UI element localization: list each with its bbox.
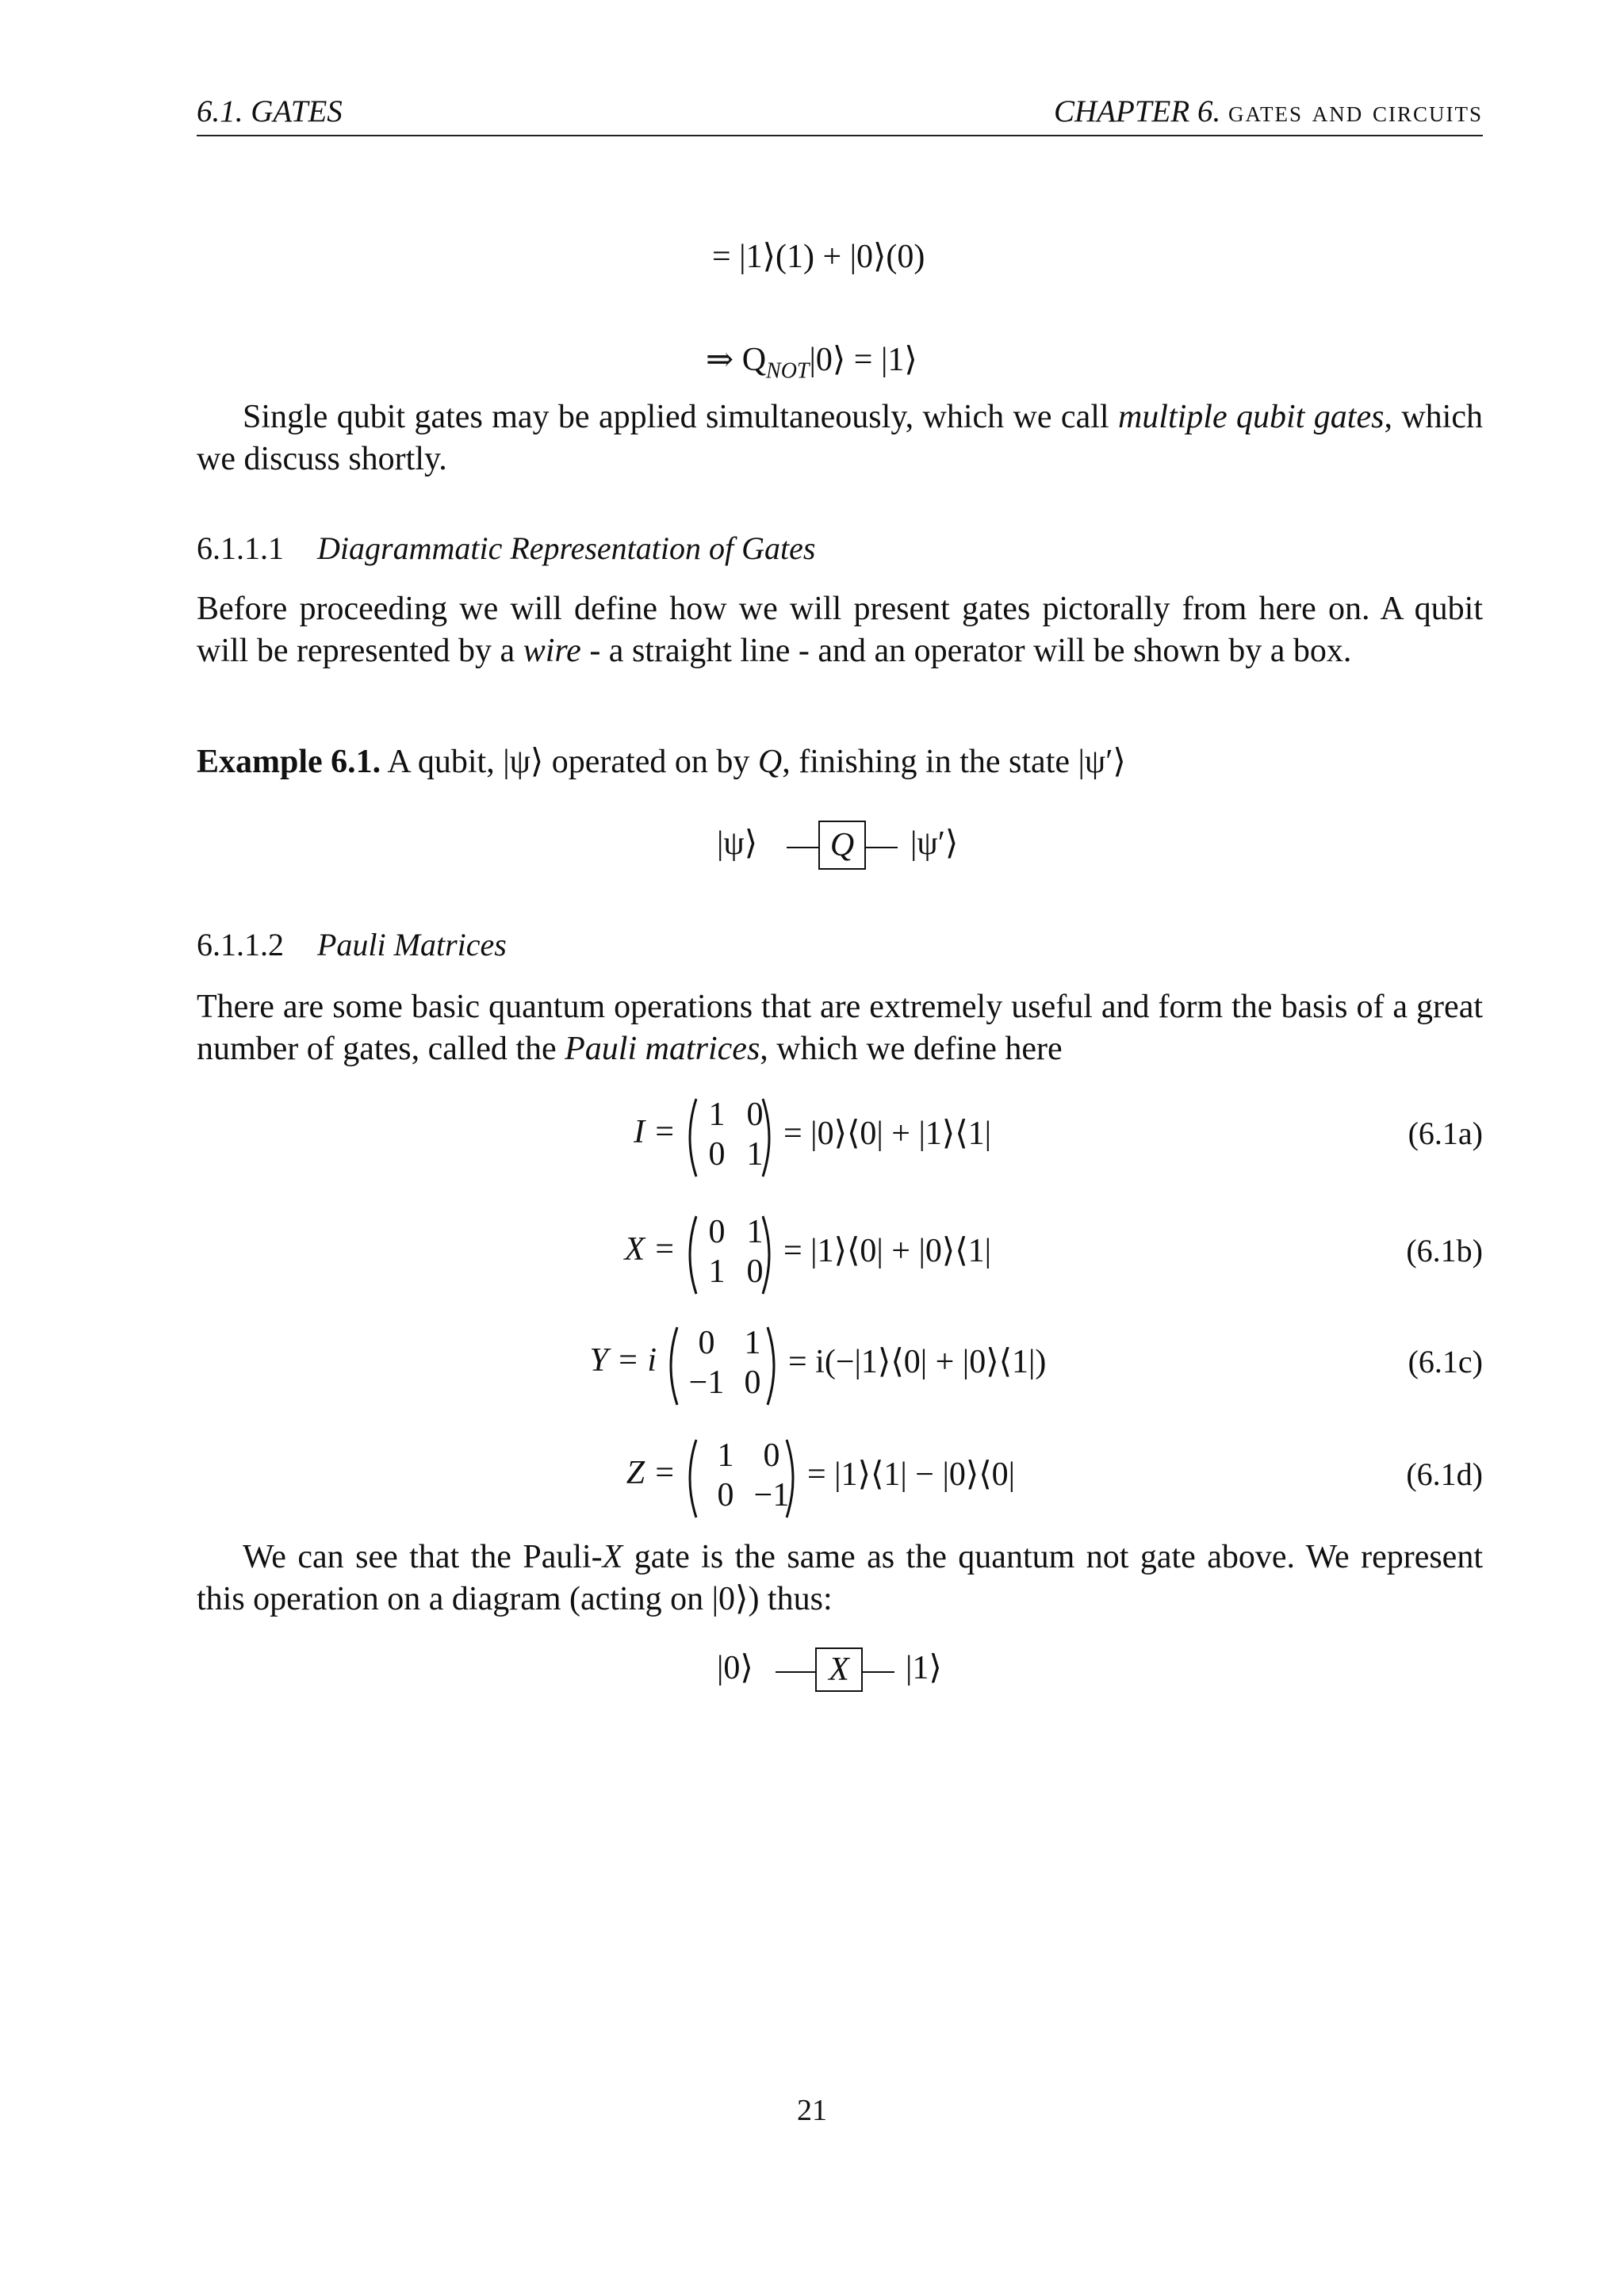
equation-rhs: = |0⟩⟨0| + |1⟩⟨1| — [783, 1115, 992, 1152]
paragraph-pauli-intro: There are some basic quantum operations that are extremely useful and form the basis of a great number of gates, called the Pauli matrices, which we define here — [197, 989, 1483, 1067]
page-number: 21 — [797, 2094, 827, 2127]
equation-pauli-y — [0, 1322, 1624, 1410]
matrix-entry: 1 — [746, 1214, 764, 1250]
equation-pauli-z — [0, 1435, 1624, 1522]
matrix-entry: −1 — [753, 1477, 790, 1513]
running-header — [197, 89, 1483, 136]
matrix-entry: −1 — [688, 1364, 725, 1401]
matrix-entry: 0 — [763, 1437, 780, 1474]
left-paren — [671, 1327, 677, 1405]
equation-lhs: Z = — [626, 1455, 676, 1491]
paragraph-pauli-x-not: We can see that the Pauli-X gate is the same as the quantum not gate above. We represent this operation on a diagram (acting on |0⟩) thus: — [197, 1539, 1483, 1617]
wire-in — [787, 847, 818, 848]
matrix-entry: 1 — [708, 1253, 726, 1290]
equation-lhs: Y = i — [589, 1342, 657, 1379]
matrix-entry: 1 — [717, 1437, 734, 1474]
subsection-heading-diagrammatic: 6.1.1.1 Diagrammatic Representation of Gates — [197, 530, 816, 566]
header-chapter: CHAPTER 6. gates and circuits — [1054, 94, 1483, 128]
matrix-entry: 0 — [708, 1214, 726, 1250]
left-paren — [690, 1099, 696, 1177]
matrix-entry: 0 — [717, 1477, 734, 1513]
gate-box-q: Q — [818, 821, 866, 870]
matrix-entry: 1 — [746, 1136, 764, 1173]
circuit-input-state: |0⟩ — [717, 1650, 753, 1686]
circuit-output-state: |ψ′⟩ — [910, 825, 959, 862]
equation-number: (6.1a) — [1408, 1115, 1483, 1151]
equation-rhs: = |1⟩⟨1| − |0⟩⟨0| — [807, 1456, 1016, 1493]
wire-out — [866, 847, 898, 848]
example-6-1: Example 6.1. A qubit, |ψ⟩ operated on by Q, finishing in the state |ψ′⟩ — [197, 744, 1126, 780]
equation-lhs: I = — [634, 1114, 676, 1150]
equation-lhs: X = — [624, 1231, 676, 1268]
header-section: 6.1. GATES — [197, 94, 343, 128]
wire-out — [863, 1671, 894, 1673]
gate-box-x: X — [815, 1647, 863, 1692]
circuit-diagram-q — [698, 817, 983, 872]
equation-number: (6.1c) — [1408, 1344, 1483, 1380]
matrix-entry: 0 — [708, 1136, 726, 1173]
subsection-heading-pauli: 6.1.1.2 Pauli Matrices — [197, 927, 507, 962]
matrix-entry: 0 — [746, 1253, 764, 1290]
equation-line-1: = |1⟩(1) + |0⟩(0) — [712, 239, 925, 275]
equation-number: (6.1d) — [1406, 1456, 1483, 1492]
wire-in — [776, 1671, 815, 1673]
left-paren — [690, 1440, 696, 1517]
matrix-entry: 0 — [744, 1364, 761, 1401]
matrix-entry: 0 — [746, 1096, 764, 1133]
equation-number: (6.1b) — [1406, 1233, 1483, 1269]
equation-rhs: = i(−|1⟩⟨0| + |0⟩⟨1|) — [788, 1344, 1047, 1380]
equation-pauli-x — [0, 1211, 1624, 1299]
equation-line-2: ⇒ $Q_{NOT}|0⟩$ = |1⟩ — [706, 342, 917, 384]
circuit-diagram-x — [698, 1641, 983, 1697]
left-paren — [690, 1216, 696, 1294]
matrix-entry: 1 — [744, 1325, 761, 1361]
equation-identity — [0, 1094, 1624, 1181]
equation-rhs: = |1⟩⟨0| + |0⟩⟨1| — [783, 1233, 992, 1269]
matrix-entry: 1 — [708, 1096, 726, 1133]
paragraph-multiple-qubit-gates: Single qubit gates may be applied simultaneously, which we call multiple qubit gates, which we discuss shortly. — [197, 399, 1483, 477]
matrix-entry: 0 — [698, 1325, 715, 1361]
circuit-input-state: |ψ⟩ — [717, 825, 758, 862]
paragraph-wire-definition: Before proceeding we will define how we will present gates pictorally from here on. A qubit will be represented by a wire - a straight line - and an operator will be shown by a box. — [197, 591, 1483, 669]
circuit-output-state: |1⟩ — [906, 1650, 942, 1686]
